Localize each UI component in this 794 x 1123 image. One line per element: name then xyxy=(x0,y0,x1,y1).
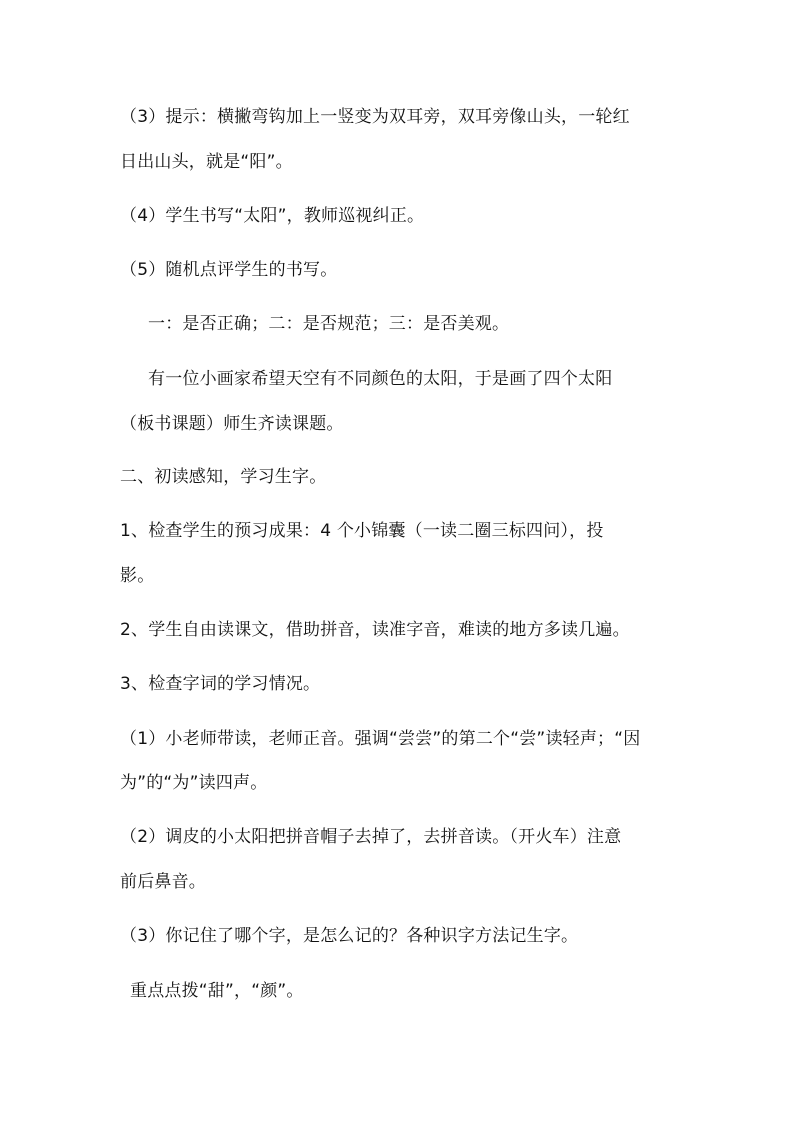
paragraph-line: （3）提示：横撇弯钩加上一竖变为双耳旁，双耳旁像山头，一轮红 xyxy=(120,107,630,127)
paragraph-line: 前后鼻音。 xyxy=(120,872,206,892)
paragraph-line: （2）调皮的小太阳把拼音帽子去掉了，去拼音读。（开火车）注意 xyxy=(120,827,622,847)
paragraph-line: 影。 xyxy=(120,566,155,586)
paragraph-line: 日出山头，就是“阳”。 xyxy=(120,152,293,172)
paragraph-line: （3）你记住了哪个字，是怎么记的？各种识字方法记生字。 xyxy=(120,926,579,946)
paragraph-line: 重点点拨“甜”，“颜”。 xyxy=(130,981,304,1001)
paragraph-line: 3、检查字词的学习情况。 xyxy=(120,674,321,694)
paragraph-line: 1、检查学生的预习成果：4 个小锦囊（一读二圈三标四问），投 xyxy=(120,521,604,541)
paragraph-line: （5）随机点评学生的书写。 xyxy=(120,260,338,280)
paragraph-line: （4）学生书写“太阳”，教师巡视纠正。 xyxy=(120,206,425,226)
paragraph-line: 为”的“为”读四声。 xyxy=(120,773,268,793)
paragraph-line: （板书课题）师生齐读课题。 xyxy=(120,414,344,434)
section-heading: 二、初读感知，学习生字。 xyxy=(120,467,327,487)
paragraph-line: 有一位小画家希望天空有不同颜色的太阳，于是画了四个太阳 xyxy=(148,369,613,389)
paragraph-line: 一：是否正确；二：是否规范；三：是否美观。 xyxy=(148,314,510,334)
paragraph-line: 2、学生自由读课文，借助拼音，读准字音，难读的地方多读几遍。 xyxy=(120,620,630,640)
paragraph-line: （1）小老师带读，老师正音。强调“尝尝”的第二个“尝”读轻声；“因 xyxy=(120,729,641,749)
